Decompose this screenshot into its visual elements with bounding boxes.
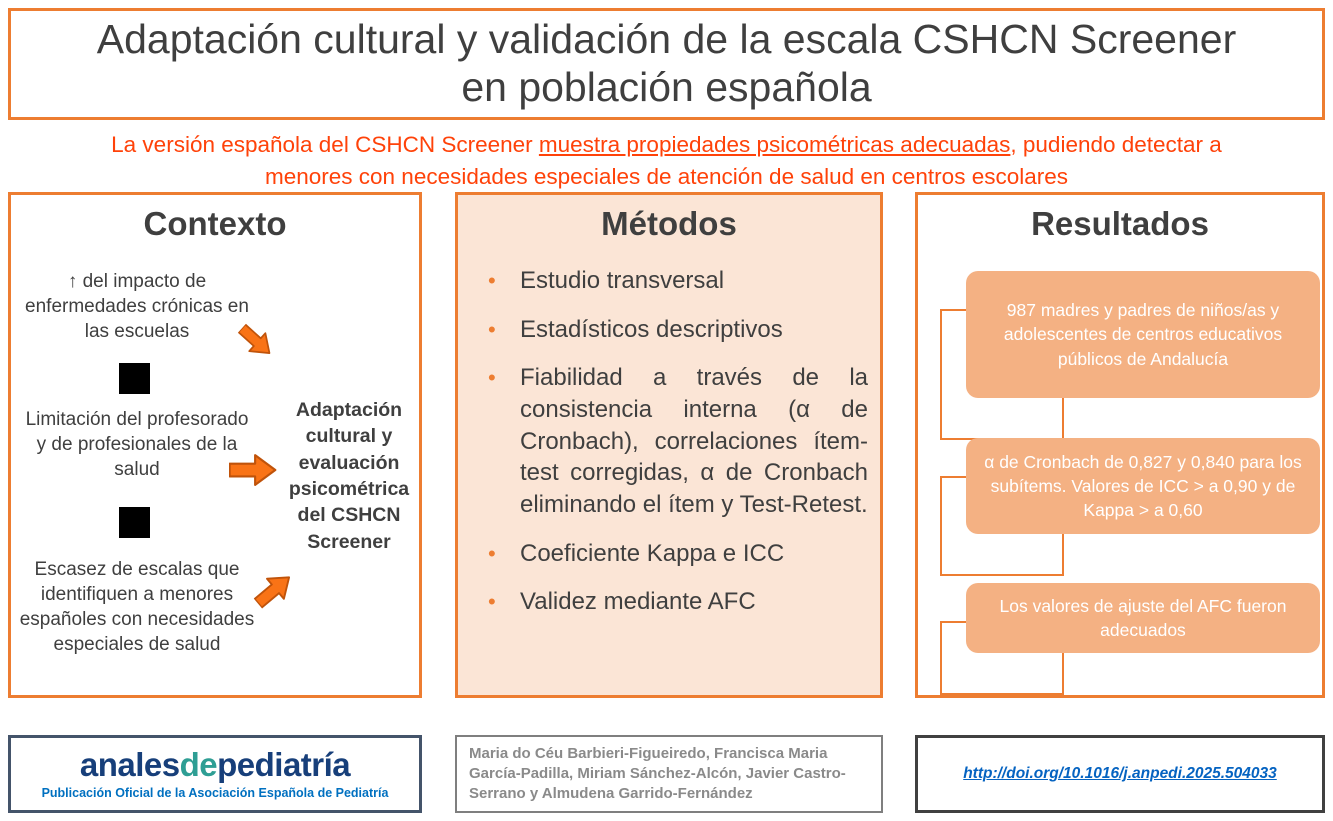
right-arrow-icon bbox=[229, 453, 277, 487]
contexto-panel bbox=[8, 192, 422, 698]
authors-box bbox=[455, 735, 883, 813]
journal-logo-box bbox=[8, 735, 422, 813]
contexto-outcome: Adaptación cultural y evaluación psicométrica del CSHCN Screener bbox=[288, 399, 410, 553]
metodos-item: • Estudio transversal bbox=[476, 265, 868, 297]
metodos-panel bbox=[455, 192, 883, 698]
metodos-item: • Coeficiente Kappa e ICC bbox=[476, 538, 868, 570]
contexto-item-3: Escasez de escalas que identifiquen a menores españoles con necesidades especiales de salud bbox=[19, 559, 255, 656]
journal-tagline: Publicación Oficial de la Asociación Española de Pediatría bbox=[41, 786, 389, 800]
contexto-item-1: ↑ del impacto de enfermedades crónicas en las escuelas bbox=[25, 271, 249, 343]
doi-box bbox=[915, 735, 1325, 813]
resultados-panel bbox=[915, 192, 1325, 698]
authors-list: Maria do Céu Barbieri-Figueiredo, Francisca Maria García-Padilla, Miriam Sánchez-Alcón, Javier Castro-Serrano y Almudena Garrido-Fernández bbox=[469, 744, 846, 803]
key-message bbox=[0, 129, 1333, 193]
contexto-heading: Contexto bbox=[143, 205, 287, 242]
page-title-line1: Adaptación cultural y validación de la escala CSHCN Screener bbox=[96, 16, 1237, 63]
logo-part-pediatria: pediatría bbox=[217, 746, 351, 783]
black-square-icon bbox=[119, 507, 150, 538]
metodos-heading: Métodos bbox=[601, 205, 737, 242]
metodos-item: • Estadísticos descriptivos bbox=[476, 314, 868, 346]
resultado-card-sample bbox=[966, 271, 1320, 398]
resultado-card-text: 987 madres y padres de niños/as y adolescentes de centros educativos públicos de Andalucía bbox=[1003, 300, 1283, 369]
title-box bbox=[8, 8, 1325, 120]
contexto-item-2: Limitación del profesorado y de profesionales de la salud bbox=[25, 409, 249, 481]
key-message-underlined: muestra propiedades psicométricas adecuadas bbox=[538, 132, 1011, 157]
resultado-card-text: α de Cronbach de 0,827 y 0,840 para los subítems. Valores de ICC > a 0,90 y de Kappa > a 0,60 bbox=[984, 451, 1302, 521]
logo-part-anales: anales bbox=[79, 746, 180, 783]
metodos-list bbox=[476, 265, 868, 635]
black-square-icon bbox=[119, 363, 150, 394]
key-message-pre: La versión española del CSHCN Screener bbox=[111, 132, 539, 157]
key-message-post: , pudiendo detectar a menores con necesidades especiales de atención de salud en centros escolares bbox=[264, 132, 1222, 189]
metodos-item: • Validez mediante AFC bbox=[476, 586, 868, 618]
doi-link[interactable]: http://doi.org/10.1016/j.anpedi.2025.504033 bbox=[963, 765, 1277, 782]
resultado-card-afc bbox=[966, 583, 1320, 653]
page-title-line2: en población española bbox=[461, 64, 872, 110]
resultados-heading: Resultados bbox=[1031, 205, 1209, 242]
resultado-card-reliability bbox=[966, 438, 1320, 534]
logo-part-de: de bbox=[179, 746, 218, 783]
resultado-card-text: Los valores de ajuste del AFC fueron adecuados bbox=[999, 595, 1287, 640]
metodos-item: • Fiabilidad a través de la consistencia interna (α de Cronbach), correlaciones ítem-test corregidas, α de Cronbach eliminando el ítem y Test-Retest. bbox=[476, 362, 868, 520]
journal-logo bbox=[80, 748, 350, 781]
